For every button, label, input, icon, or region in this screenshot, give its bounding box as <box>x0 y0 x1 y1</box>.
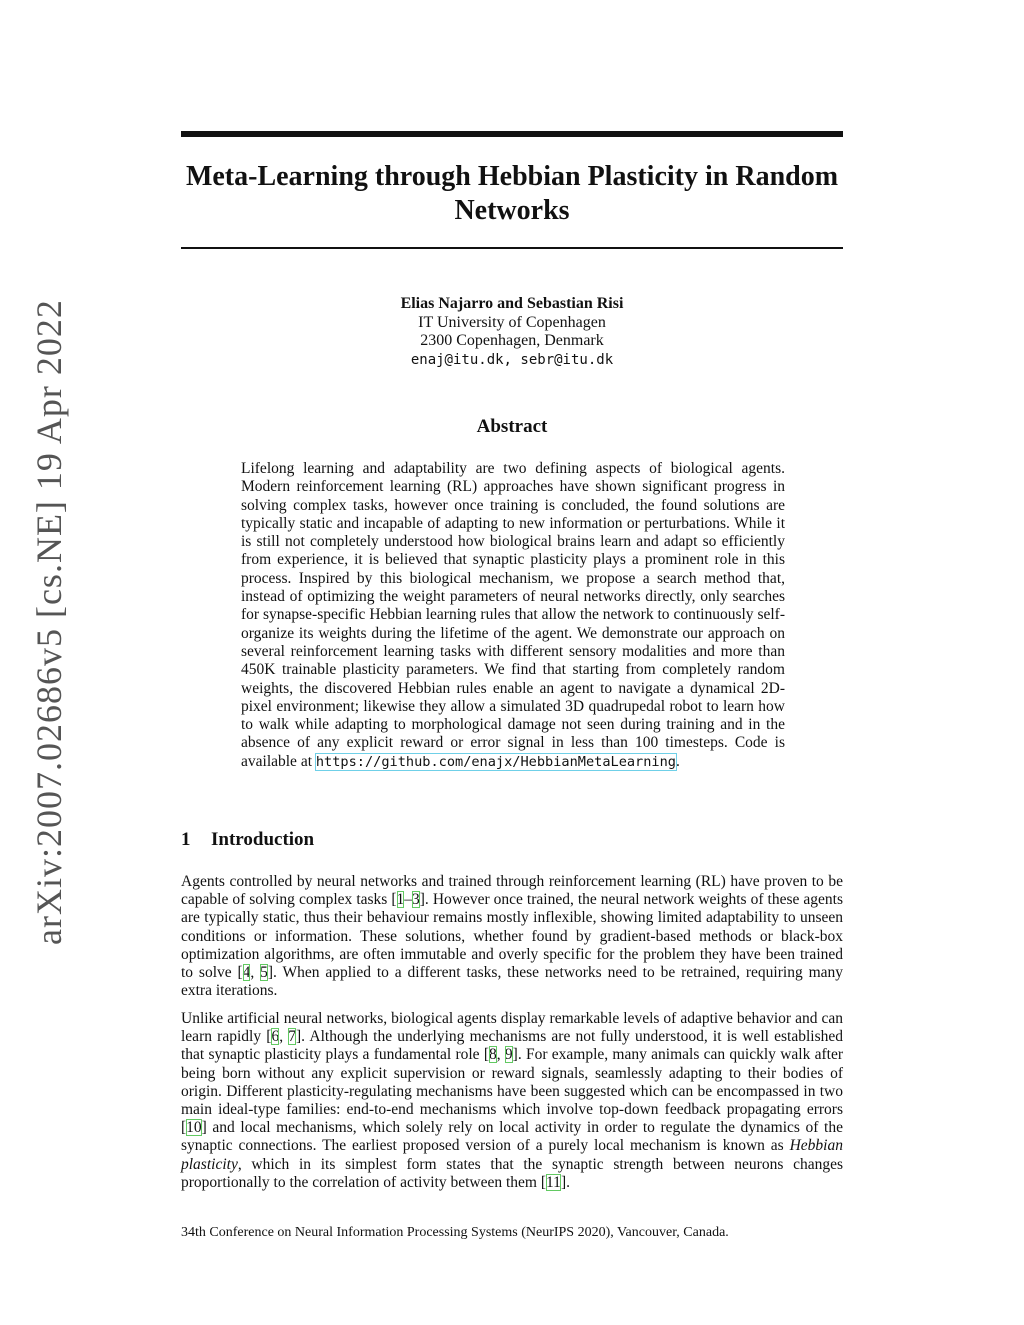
title-rule-bottom <box>181 247 843 249</box>
affiliation: IT University of Copenhagen <box>418 313 606 331</box>
p1-comma: , <box>250 964 261 982</box>
abstract-body <box>241 460 785 771</box>
p2-comma: , <box>279 1028 289 1046</box>
citation-10[interactable]: 10 <box>186 1119 202 1137</box>
abstract-end: . <box>675 752 680 770</box>
intro-paragraph-1 <box>181 873 843 1000</box>
address: 2300 Copenhagen, Denmark <box>420 332 604 349</box>
conference-footnote: 34th Conference on Neural Information Processing Systems (NeurIPS 2020), Vancouver, Canada. <box>181 1225 729 1240</box>
p2-text-a: Unlike artificial neural networks, biological agents display remarkable levels of adaptive behavior and can learn rapidly [ <box>181 1010 843 1046</box>
citation-9[interactable]: 9 <box>504 1046 513 1064</box>
abstract-text: Lifelong learning and adaptability are two defining aspects of biological agents. Modern reinforcement learning (RL) approaches have shown significant progress in solving complex tasks, however once training is concluded, the found solutions are typically static and incapable of adapting to new information or perturbations. While it is still not completely understood how biological brains learn and adapt so efficiently from experience, it is believed that synaptic plasticity plays a prominent role in this process. Inspired by this biological mechanism, we propose a search method that, instead of optimizing the weight parameters of neural networks directly, only searches for synapse-specific Hebbian learning rules that allow the network to continuously self-organize its weights during the lifetime of the agent. We demonstrate our approach on several reinforcement learning tasks with different sensory modalities and more than 450K trainable plasticity parameters. We find that starting from completely random weights, the discovered Hebbian rules enable an agent to navigate a dynamical 2D-pixel environment; likewise they allow a simulated 3D quadrupedal robot to learn how to walk while adapting to morphological damage not seen during training and in the absence of any explicit reward or error signal in less than 100 timesteps. Code is available at <box>241 460 785 770</box>
section-number: 1 <box>181 829 191 850</box>
citation-4[interactable]: 4 <box>242 964 251 982</box>
abstract-heading: Abstract <box>476 416 548 437</box>
arxiv-identifier: arXiv:2007.02686v5 [cs.NE] 19 Apr 2022 <box>29 299 69 945</box>
hebbian-plasticity-term: Hebbian plasticity <box>181 1137 843 1173</box>
citation-7[interactable]: 7 <box>288 1028 297 1046</box>
author-emails: enaj@itu.dk, sebr@itu.dk <box>410 351 614 368</box>
p2-text-b: ]. Although the underlying mechanisms are not fully understood, it is well established that synaptic plasticity plays a fundamental role [ <box>181 1028 844 1064</box>
p2-comma-2: , <box>496 1046 505 1064</box>
paper-title: Meta-Learning through Hebbian Plasticity in Random Networks <box>185 161 839 226</box>
p2-text-c: ]. For example, many animals can quickly walk after being born without any explicit supervision or reward signals, seamlessly adapting to their bodies of origin. Different plasticity-regulating mechanisms have been suggested which can be encompassed in two main ideal-type families: end-to-end mechanisms which involve top-down feedback propagating errors [ <box>181 1046 843 1137</box>
citation-5[interactable]: 5 <box>260 964 268 982</box>
citation-11[interactable]: 11 <box>546 1173 561 1191</box>
p2-text-d: ] and local mechanisms, which solely rely on local activity in order to regulate the dynamics of the synaptic connections. The earliest proposed version of a purely local mechanism is known as <box>181 1119 843 1155</box>
p1-dash: – <box>404 891 413 909</box>
p1-text-b: ]. However once trained, the neural network weights of these agents are typically static, thus their behaviour remains mostly inflexible, showing limited adaptability to unseen conditions or information. These solutions, whether found by gradient-based methods or black-box optimization algorithms, are often immutable and overly specific for the problem they have been trained to solve [ <box>181 891 843 982</box>
p2-text-f: ]. <box>560 1173 570 1191</box>
author-names: Elias Najarro and Sebastian Risi <box>400 295 624 312</box>
author-block <box>181 295 843 369</box>
section-heading-introduction <box>181 829 314 851</box>
citation-6[interactable]: 6 <box>271 1028 280 1046</box>
code-link[interactable]: https://github.com/enajx/HebbianMetaLearning <box>315 753 676 770</box>
p1-text-c: ]. When applied to a different tasks, these networks need to be retrained, requiring many extra iterations. <box>181 964 844 1000</box>
title-rule-top <box>181 131 843 137</box>
citation-3[interactable]: 3 <box>412 891 420 909</box>
p1-text-a: Agents controlled by neural networks and trained through reinforcement learning (RL) have proven to be capable of solving complex tasks [ <box>181 873 843 909</box>
citation-8[interactable]: 8 <box>489 1046 497 1064</box>
p2-text-e: , which in its simplest form states that the synaptic strength between neurons changes proportionally to the correlation of activity between them [ <box>181 1155 843 1191</box>
citation-1[interactable]: 1 <box>396 891 405 909</box>
intro-paragraph-2 <box>181 1010 843 1192</box>
section-title: Introduction <box>211 829 315 850</box>
